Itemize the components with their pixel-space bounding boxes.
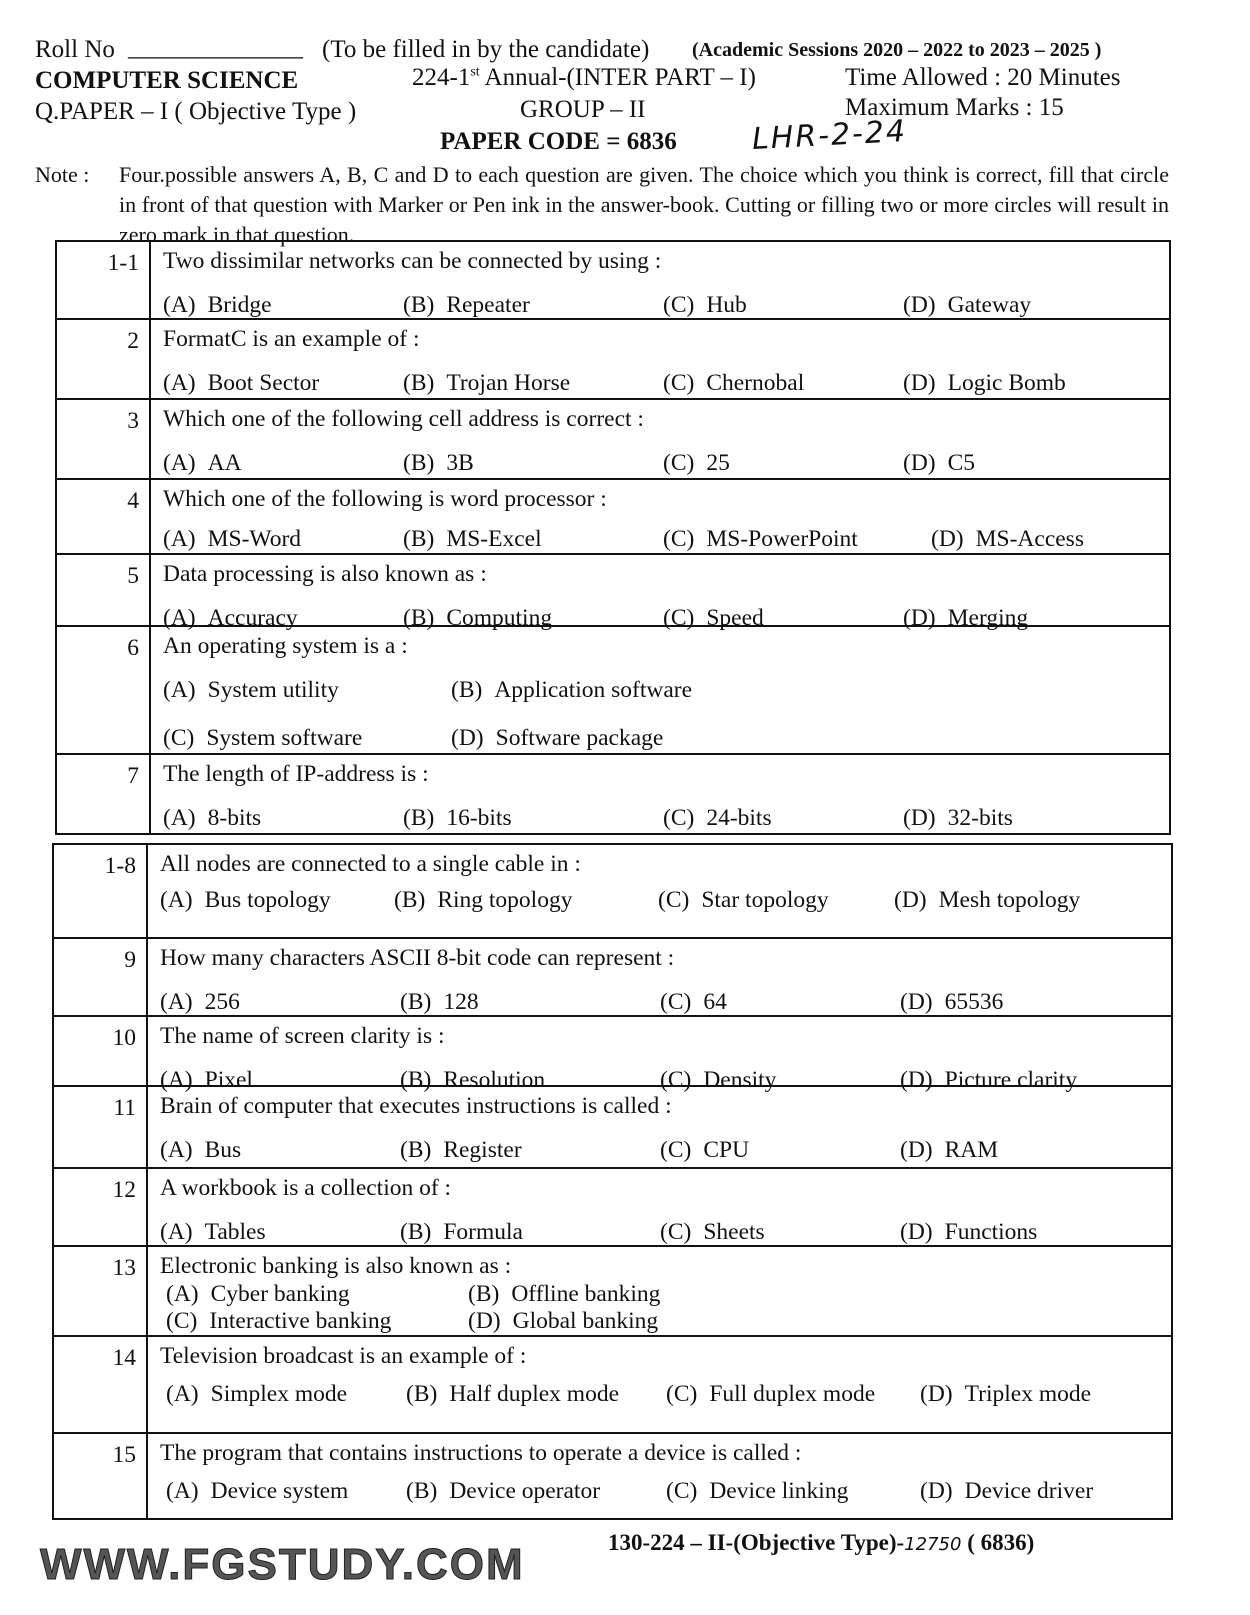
option-c [666,1381,875,1408]
option-letter: (D) [903,370,936,396]
option-c [663,450,730,477]
option-letter: (D) [903,292,936,318]
question-body [147,1086,1172,1168]
option-letter: (A) [166,1281,199,1307]
option-text: Accuracy [207,605,298,631]
question-body [147,1016,1172,1093]
question-number: 7 [56,754,150,834]
option-text: Bridge [207,292,272,318]
option-text: Device driver [964,1478,1094,1504]
option-text: Half duplex mode [449,1381,620,1407]
option-text: Device system [210,1478,349,1504]
question-text: Which one of the following cell address is correct : [163,406,644,432]
option-text: Register [443,1137,522,1163]
option-a [163,292,272,319]
option-text: Pixel [204,1067,253,1093]
option-d [903,805,1013,832]
question-number: 15 [53,1433,147,1519]
option-letter: (A) [163,370,196,396]
option-text: 16-bits [446,805,512,831]
option-letter: (B) [403,805,435,831]
option-text: AA [207,450,242,476]
option-letter: (C) [163,725,195,751]
option-letter: (C) [666,1381,698,1407]
option-d [920,1381,1091,1408]
option-text: Offline banking [511,1281,661,1307]
option-c [663,526,858,553]
question-number: 1-8 [53,844,147,938]
question-text: Brain of computer that executes instructions is called : [160,1093,672,1119]
question-text: The program that contains instructions to operate a device is called : [160,1440,802,1466]
group: GROUP – II [520,96,646,123]
option-d [900,989,1003,1016]
option-letter: (B) [468,1281,500,1307]
option-letter: (D) [900,1067,933,1093]
option-text: Logic Bomb [947,370,1066,396]
option-letter: (B) [406,1478,438,1504]
question-row [53,1086,1172,1168]
question-body [147,938,1172,1016]
question-number: 11 [53,1086,147,1168]
question-number: 3 [56,399,150,479]
option-letter: (B) [403,526,435,552]
option-text: System software [206,725,363,751]
option-letter: (A) [163,526,196,552]
option-text: 64 [703,989,727,1015]
option-text: Device operator [449,1478,601,1504]
option-text: Gateway [947,292,1032,318]
option-letter: (D) [920,1478,953,1504]
option-letter: (D) [451,725,484,751]
question-row [53,938,1172,1016]
exam-title: 224-1st Annual-(INTER PART – I) [412,64,756,91]
option-d [468,1308,658,1335]
option-letter: (B) [406,1381,438,1407]
option-text: 3B [446,450,474,476]
option-text: Resolution [443,1067,546,1093]
option-b [400,1137,522,1164]
question-body [147,1168,1172,1246]
option-b [451,677,692,704]
question-body [150,754,1170,834]
option-text: Software package [495,725,664,751]
option-b [403,450,474,477]
option-a [166,1281,350,1308]
option-text: Ring topology [437,887,573,913]
option-a [163,805,261,832]
option-text: Mesh topology [938,887,1081,913]
option-letter: (A) [163,292,196,318]
option-letter: (B) [400,1137,432,1163]
option-d [900,1219,1037,1246]
paper-code: PAPER CODE = 6836 [440,128,677,155]
option-c [663,805,772,832]
option-text: Application software [494,677,693,703]
question-number: 6 [56,626,150,754]
option-text: 32-bits [947,805,1013,831]
question-number: 14 [53,1336,147,1433]
option-b [403,805,512,832]
option-letter: (B) [400,1219,432,1245]
question-text: The name of screen clarity is : [160,1023,445,1049]
option-letter: (C) [660,1219,692,1245]
time-allowed: Time Allowed : 20 Minutes [845,64,1121,91]
option-text: Star topology [701,887,829,913]
question-text: Data processing is also known as : [163,561,487,587]
roll-no-label: Roll No [35,36,115,63]
question-row [56,399,1170,479]
option-a [163,526,301,553]
option-c [660,1219,765,1246]
question-row [56,241,1170,319]
question-row [56,319,1170,399]
option-letter: (B) [403,605,435,631]
option-letter: (A) [160,1137,193,1163]
question-text: A workbook is a collection of : [160,1175,452,1201]
option-letter: (A) [163,805,196,831]
question-text: All nodes are connected to a single cable in : [160,851,581,877]
question-number: 1-1 [56,241,150,319]
option-letter: (C) [663,526,695,552]
question-row [53,844,1172,938]
option-letter: (D) [468,1308,501,1334]
question-text: Two dissimilar networks can be connected by using : [163,248,662,274]
option-a [160,887,331,914]
question-number: 12 [53,1168,147,1246]
questions-table-2 [52,843,1173,1520]
question-number: 4 [56,479,150,554]
option-text: 25 [706,450,730,476]
option-letter: (A) [160,989,193,1015]
option-b [406,1478,600,1505]
option-a [160,1137,241,1164]
question-body [150,479,1170,554]
option-letter: (B) [403,370,435,396]
option-text: Speed [706,605,764,631]
option-text: Device linking [709,1478,849,1504]
option-letter: (C) [663,370,695,396]
footer-code: 130-224 – II-(Objective Type)-12750 ( 6836) [608,1530,1035,1555]
question-body [150,626,1170,754]
option-text: Trojan Horse [446,370,571,396]
question-number: 10 [53,1016,147,1086]
option-d [920,1478,1093,1505]
option-c [163,725,362,752]
option-letter: (A) [160,1219,193,1245]
question-row [56,479,1170,554]
question-text: Electronic banking is also known as : [160,1253,512,1279]
option-text: Picture clarity [944,1067,1078,1093]
option-text: Interactive banking [209,1308,392,1334]
option-c [663,292,747,319]
option-letter: (A) [160,887,193,913]
option-letter: (D) [920,1381,953,1407]
option-d [451,725,663,752]
option-text: Boot Sector [207,370,320,396]
option-letter: (D) [900,1137,933,1163]
question-number: 5 [56,554,150,626]
option-text: Global banking [512,1308,659,1334]
option-letter: (B) [400,989,432,1015]
maximum-marks: Maximum Marks : 15 [845,94,1064,121]
option-letter: (B) [451,677,483,703]
option-c [663,370,804,397]
question-text: The length of IP-address is : [163,761,429,787]
academic-sessions: (Academic Sessions 2020 – 2022 to 2023 – 2025 ) [692,39,1102,61]
option-b [400,1219,523,1246]
option-b [403,526,542,553]
option-a [166,1381,347,1408]
question-body [147,1433,1172,1519]
option-letter: (A) [163,450,196,476]
option-letter: (D) [894,887,927,913]
roll-no-blank: ______________ [128,34,303,61]
option-letter: (C) [658,887,690,913]
option-b [403,370,570,397]
option-text: CPU [703,1137,750,1163]
option-a [166,1478,348,1505]
option-letter: (D) [900,989,933,1015]
note-text: Four.possible answers A, B, C and D to each question are given. The choice which you think is correct, fill that circle in front of that question with Marker or Pen ink in the answer-book. Cutting or filling two or more circles will result in zero mark in that question. [119,162,1169,247]
option-letter: (C) [663,805,695,831]
option-letter: (B) [403,292,435,318]
option-d [903,370,1066,397]
question-number: 2 [56,319,150,399]
note-label: Note : [35,162,90,187]
question-number: 9 [53,938,147,1016]
option-letter: (A) [166,1381,199,1407]
question-body [147,1246,1172,1336]
question-text: An operating system is a : [163,633,408,659]
watermark: WWW.FGSTUDY.COM [40,1540,525,1589]
question-body [147,844,1172,938]
option-letter: (A) [163,677,196,703]
option-text: Tables [204,1219,266,1245]
option-d [894,887,1080,914]
option-text: RAM [944,1137,999,1163]
option-text: 128 [443,989,479,1015]
question-row [53,1168,1172,1246]
option-text: MS-PowerPoint [706,526,858,552]
option-d [903,450,975,477]
question-text: FormatC is an example of : [163,326,420,352]
option-letter: (C) [663,450,695,476]
question-row [56,626,1170,754]
option-text: System utility [207,677,339,703]
option-letter: (D) [931,526,964,552]
option-a [163,677,339,704]
option-letter: (C) [660,1137,692,1163]
option-text: Repeater [446,292,530,318]
option-c [658,887,829,914]
option-b [406,1381,619,1408]
handwritten-note: LHR-2-24 [751,113,908,158]
option-text: Bus topology [204,887,331,913]
option-letter: (D) [903,605,936,631]
option-c [660,1137,749,1164]
option-letter: (B) [394,887,426,913]
question-row [53,1433,1172,1519]
question-number: 13 [53,1246,147,1336]
option-text: Formula [443,1219,523,1245]
question-body [150,554,1170,631]
option-a [163,370,319,397]
question-row [56,754,1170,834]
option-text: C5 [947,450,976,476]
option-letter: (B) [403,450,435,476]
option-text: Cyber banking [210,1281,350,1307]
question-body [147,1336,1172,1433]
option-text: MS-Excel [446,526,542,552]
option-letter: (C) [666,1478,698,1504]
option-text: Sheets [703,1219,765,1245]
question-text: Television broadcast is an example of : [160,1343,527,1369]
option-text: MS-Word [207,526,302,552]
option-letter: (C) [660,1067,692,1093]
option-text: 24-bits [706,805,772,831]
option-b [394,887,572,914]
option-text: Chernobal [706,370,805,396]
question-text: How many characters ASCII 8-bit code can represent : [160,945,675,971]
question-row [53,1336,1172,1433]
option-text: Bus [204,1137,242,1163]
option-text: 65536 [944,989,1004,1015]
option-letter: (D) [903,805,936,831]
option-c [666,1478,848,1505]
option-letter: (C) [663,605,695,631]
option-text: Functions [944,1219,1038,1245]
option-text: Full duplex mode [709,1381,876,1407]
option-letter: (C) [166,1308,198,1334]
option-text: Triplex mode [964,1381,1092,1407]
paper-type: Q.PAPER – I ( Objective Type ) [35,98,357,125]
option-text: Simplex mode [210,1381,348,1407]
option-a [160,989,240,1016]
option-letter: (A) [166,1478,199,1504]
question-text: Which one of the following is word processor : [163,486,607,512]
questions-table-1 [55,240,1171,835]
question-body [150,319,1170,399]
question-body [150,399,1170,479]
option-text: 8-bits [207,805,262,831]
option-letter: (D) [900,1219,933,1245]
option-b [400,989,479,1016]
option-letter: (C) [663,292,695,318]
question-body [150,241,1170,319]
option-a [163,450,242,477]
option-text: MS-Access [975,526,1084,552]
option-d [903,292,1031,319]
option-b [468,1281,660,1308]
option-letter: (A) [163,605,196,631]
option-d [900,1137,998,1164]
subject-title: COMPUTER SCIENCE [35,67,299,94]
option-text: Density [703,1067,777,1093]
option-b [403,292,530,319]
option-letter: (A) [160,1067,193,1093]
option-text: Merging [947,605,1029,631]
option-text: Computing [446,605,553,631]
question-row [53,1016,1172,1086]
option-c [660,989,727,1016]
fill-note: (To be filled in by the candidate) [322,36,650,63]
option-letter: (D) [903,450,936,476]
option-d [931,526,1084,553]
option-text: 256 [204,989,240,1015]
question-row [53,1246,1172,1336]
option-a [160,1219,266,1246]
question-row [56,554,1170,626]
option-letter: (B) [400,1067,432,1093]
option-text: Hub [706,292,747,318]
option-letter: (C) [660,989,692,1015]
option-c [166,1308,391,1335]
